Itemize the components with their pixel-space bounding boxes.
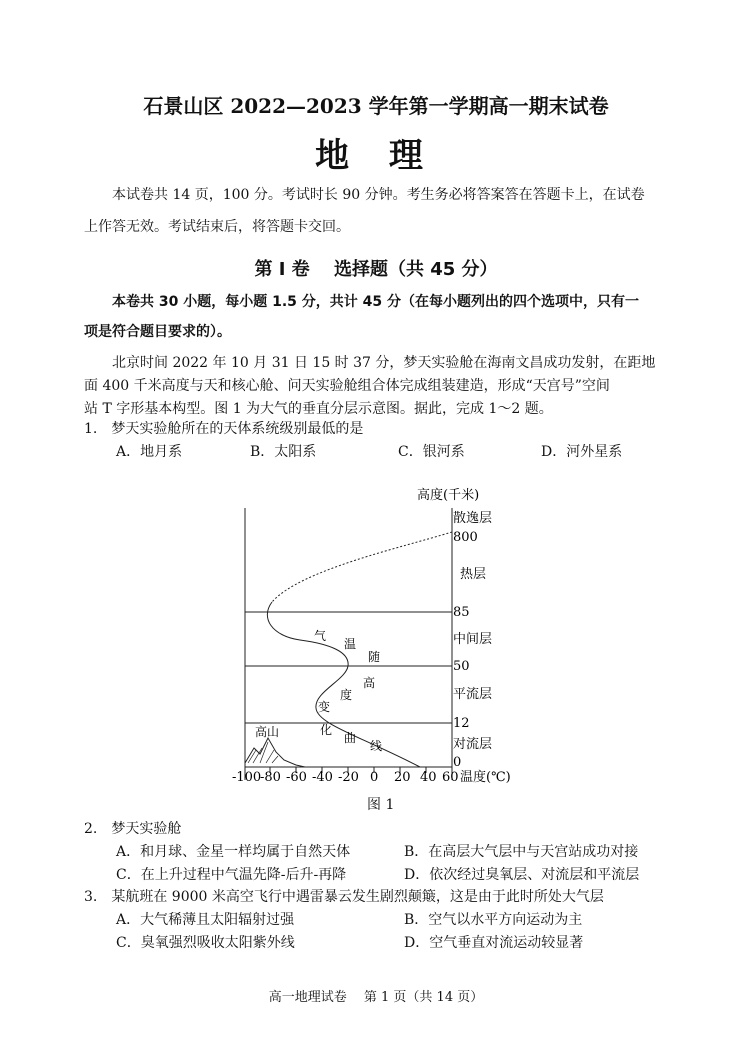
section-title: 第 I 卷 选择题（共 45 分） — [254, 259, 498, 280]
temp-tick--80: -80 — [260, 770, 281, 785]
question-1-stem: 1. 梦天实验舱所在的天体系统级别最低的是 — [84, 421, 364, 437]
mountain-hatch — [248, 742, 278, 763]
temp-tick-0: 0 — [370, 770, 379, 785]
intro-line-2: 上作答无效。考试结束后，将答题卡交回。 — [84, 219, 350, 235]
temp-tick--40: -40 — [312, 770, 333, 785]
layer-mesosphere: 中间层 — [453, 632, 493, 647]
question-2-option-d: D．依次经过臭氧层、对流层和平流层 — [404, 867, 640, 883]
curve-char-3: 随 — [368, 650, 381, 664]
question-2-option-b: B．在高层大气层中与天宫站成功对接 — [404, 844, 639, 860]
height-tick-50: 50 — [453, 659, 470, 674]
curve-char-8: 曲 — [344, 731, 357, 745]
atmosphere-layers-figure — [220, 480, 540, 810]
question-1-option-d: D．河外星系 — [541, 444, 623, 460]
section-instruction-2: 项是符合题目要求的）。 — [84, 324, 231, 340]
passage-line-1: 北京时间 2022 年 10 月 31 日 15 时 37 分，梦天实验舱在海南文昌成功发射，在距地 — [112, 355, 656, 371]
question-3-option-c: C．臭氧强烈吸收太阳紫外线 — [116, 935, 295, 951]
passage-line-3: 站 T 字形基本构型。图 1 为大气的垂直分层示意图。据此，完成 1～2 题。 — [84, 401, 553, 417]
mountain-shape — [245, 738, 305, 767]
question-3-stem: 3. 某航班在 9000 米高空飞行中遇雷暴云发生剧烈颠簸，这是由于此时所处大气层 — [84, 889, 604, 905]
curve-char-6: 变 — [318, 700, 331, 714]
page-footer: 高一地理试卷 第 1 页（共 14 页） — [268, 990, 484, 1005]
question-1-option-c: C．银河系 — [398, 444, 465, 460]
height-tick-12: 12 — [453, 716, 470, 731]
passage-line-2: 面 400 千米高度与天和核心舱、问天实验舱组合体完成组装建造，形成“天宫号”空间 — [84, 378, 610, 394]
temp-tick-60: 60 — [442, 770, 459, 785]
temp-tick-20: 20 — [394, 770, 411, 785]
curve-char-2: 温 — [344, 637, 357, 651]
question-3-option-d: D．空气垂直对流运动较显著 — [404, 935, 584, 951]
section-instruction-1: 本卷共 30 小题，每小题 1.5 分，共计 45 分（在每小题列出的四个选项中，只有一 — [112, 294, 640, 310]
question-2-option-a: A．和月球、金星一样均属于自然天体 — [116, 844, 351, 860]
layer-exosphere: 散逸层 — [453, 511, 493, 526]
curve-char-7: 化 — [320, 723, 333, 737]
figure-caption: 图 1 — [367, 797, 395, 813]
question-1-option-b: B．太阳系 — [250, 444, 317, 460]
curve-char-5: 度 — [340, 688, 353, 702]
height-tick-85: 85 — [453, 605, 470, 620]
intro-line-1: 本试卷共 14 页，100 分。考试时长 90 分钟。考生务必将答案答在答题卡上，在试卷 — [112, 187, 645, 203]
question-3-option-b: B．空气以水平方向运动为主 — [404, 912, 583, 928]
layer-troposphere: 对流层 — [453, 737, 493, 752]
question-3-option-a: A．大气稀薄且太阳辐射过强 — [116, 912, 295, 928]
layer-thermosphere: 热层 — [460, 567, 487, 582]
mountain-label: 高山 — [255, 725, 280, 739]
y-axis-label: 高度(千米) — [417, 488, 480, 503]
layer-stratosphere: 平流层 — [453, 687, 493, 702]
question-2-stem: 2. 梦天实验舱 — [84, 821, 182, 837]
temperature-curve-thermosphere — [272, 532, 452, 602]
curve-char-1: 气 — [314, 629, 327, 643]
question-1-option-a: A．地月系 — [116, 444, 183, 460]
temp-tick--20: -20 — [338, 770, 359, 785]
curve-char-9: 线 — [370, 739, 383, 753]
temp-tick--60: -60 — [286, 770, 307, 785]
subject-title: 地 理 — [315, 136, 437, 176]
temp-tick--100: -100 — [232, 770, 262, 785]
height-tick-800: 800 — [453, 530, 478, 545]
question-2-option-c: C．在上升过程中气温先降-后升-再降 — [116, 867, 347, 883]
height-tick-0: 0 — [453, 755, 462, 770]
curve-char-4: 高 — [363, 676, 376, 690]
exam-title: 石景山区 2022—2023 学年第一学期高一期末试卷 — [143, 94, 609, 118]
x-axis-label: 温度(℃) — [460, 770, 511, 785]
temp-tick-40: 40 — [420, 770, 437, 785]
